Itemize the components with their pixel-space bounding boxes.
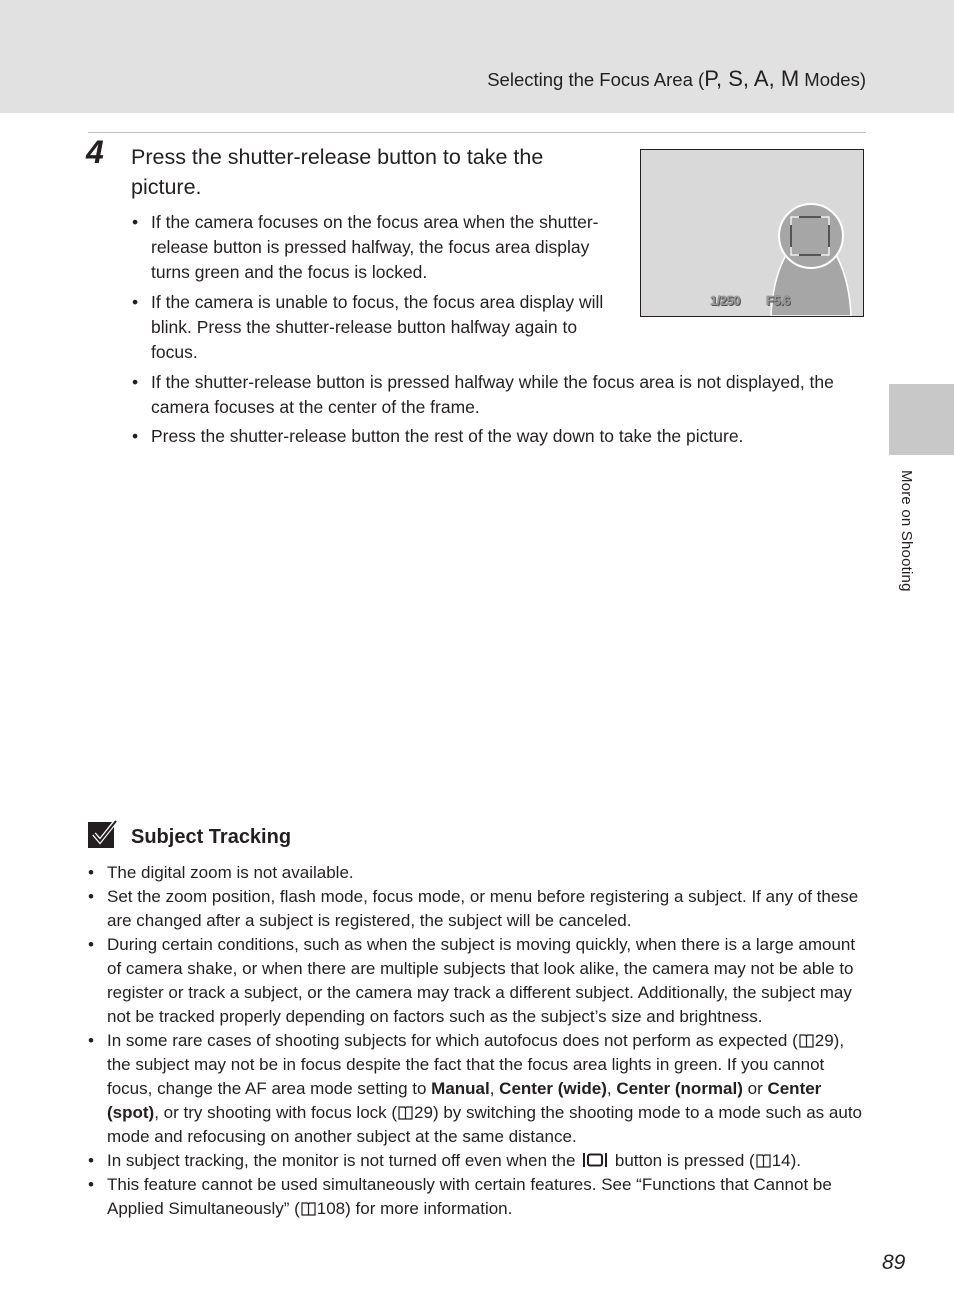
- note-check-icon: [88, 820, 118, 850]
- header-title-suffix: Modes): [799, 69, 866, 90]
- step-number: 4: [86, 134, 104, 170]
- step-bullets-top: [132, 210, 620, 370]
- shutter-speed-readout: 1/250: [710, 293, 741, 308]
- page-reference: 14: [771, 1151, 791, 1170]
- list-item: [88, 1173, 868, 1221]
- list-item: • Set the zoom position, flash mode, focus mode, or menu before registering a subject. If any of these are changed after a subject is registered, the subject will be canceled.: [88, 885, 868, 933]
- option-manual: Manual: [431, 1079, 490, 1098]
- separator: ,: [606, 1079, 617, 1098]
- step-bullets-bottom: [132, 370, 862, 453]
- header-modes: P, S, A, M: [704, 66, 800, 91]
- note-text: ) by switching the shooting mode to a mode such as auto mode and refocusing on another subject at the same distance.: [107, 1103, 862, 1146]
- option-center-normal: Center (normal): [616, 1079, 743, 1098]
- list-item: • The digital zoom is not available.: [88, 861, 868, 885]
- note-text: ) for more information.: [345, 1199, 513, 1218]
- separator: or: [742, 1079, 768, 1098]
- list-item: • If the camera is unable to focus, the focus area display will blink. Press the shutter-release button halfway again to focus.: [132, 290, 620, 365]
- separator: ,: [489, 1079, 500, 1098]
- page-reference: 29: [814, 1031, 834, 1050]
- page-number: 89: [882, 1251, 906, 1274]
- section-tab-label: More on Shooting: [898, 470, 915, 592]
- page-reference: 29: [414, 1103, 433, 1122]
- subject-silhouette: [641, 150, 863, 316]
- note-title: Subject Tracking: [131, 826, 292, 848]
- aperture-readout: F5.6: [766, 293, 791, 308]
- section-tab: [889, 384, 954, 455]
- page-header-title: [487, 66, 866, 92]
- note-list: [88, 861, 868, 1221]
- list-item: [88, 1149, 868, 1173]
- monitor-illustration: [640, 149, 864, 317]
- step-heading: Press the shutter-release button to take the picture.: [131, 145, 544, 199]
- monitor-button-icon: [582, 1152, 608, 1168]
- note-text: In some rare cases of shooting subjects for which autofocus does not perform as expected (: [107, 1031, 798, 1050]
- note-text: button is pressed (: [610, 1151, 755, 1170]
- list-item: • During certain conditions, such as when the subject is moving quickly, when there is a large amount of camera shake, or when there are multiple subjects that look alike, the camera may not be able to register or track a subject, or the camera may track a different subject. Additionally, the subject may not be tracked properly depending on factors such as the subject’s size and brightness.: [88, 933, 868, 1029]
- book-reference-icon: [301, 1202, 316, 1216]
- note-text: This feature cannot be used simultaneously with certain features. See “Functions that Cannot be Applied Simultaneously” (: [107, 1175, 832, 1218]
- header-rule: [88, 132, 866, 133]
- list-item: • Press the shutter-release button the rest of the way down to take the picture.: [132, 424, 862, 449]
- note-text: ).: [790, 1151, 802, 1170]
- list-item: • If the shutter-release button is pressed halfway while the focus area is not displayed, the camera focuses at the center of the frame.: [132, 370, 862, 420]
- book-reference-icon: [398, 1106, 413, 1120]
- note-text: In subject tracking, the monitor is not turned off even when the: [107, 1151, 581, 1170]
- book-reference-icon: [756, 1154, 771, 1168]
- option-center-wide: Center (wide): [499, 1079, 607, 1098]
- list-item: [88, 1029, 868, 1149]
- header-title-prefix: Selecting the Focus Area (: [487, 69, 705, 90]
- note-text: , or try shooting with focus lock (: [154, 1103, 398, 1122]
- list-item: • If the camera focuses on the focus area when the shutter-release button is pressed halfway, the focus area display turns green and the focus is locked.: [132, 210, 620, 285]
- header-band: [0, 0, 954, 113]
- option-center-spot: Center (spot): [107, 1079, 822, 1122]
- book-reference-icon: [799, 1034, 814, 1048]
- note-text: ), the subject may not be in focus despite the fact that the focus area lights in green. If you cannot focus, change the AF area mode setting to: [107, 1031, 845, 1098]
- page-reference: 108: [316, 1199, 346, 1218]
